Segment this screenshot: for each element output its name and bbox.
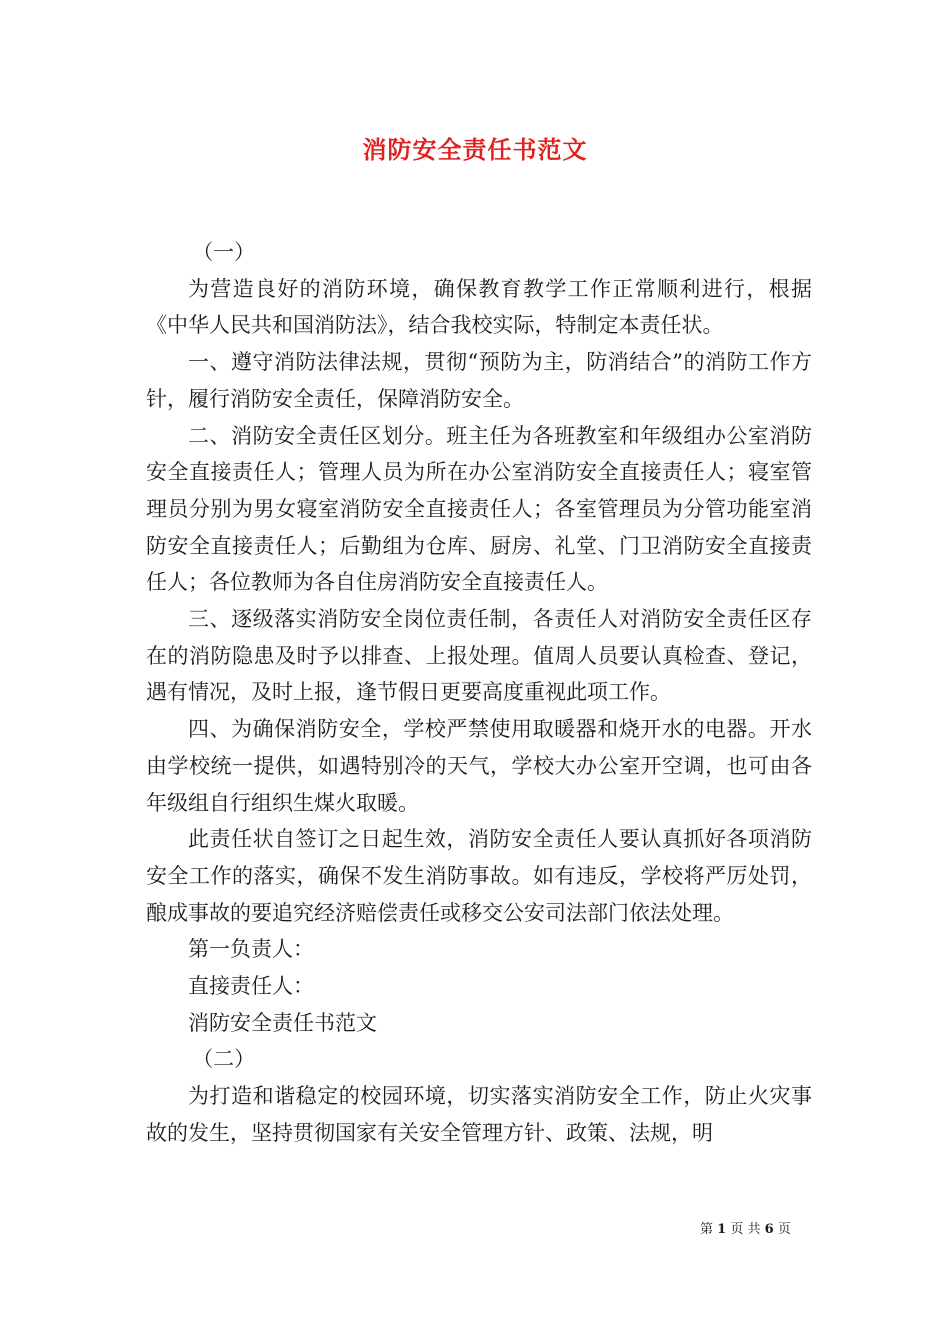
page-footer — [700, 1218, 820, 1237]
page-title: 消防安全责任书范文 — [362, 135, 588, 164]
footer-prefix: 第 — [700, 1222, 714, 1237]
paragraph: 此责任状自签订之日起生效，消防安全责任人要认真抓好各项消防安全工作的落实，确保不发生消防事故。如有违反，学校将严厉处罚，酿成事故的要追究经济赔偿责任或移交公安司法部门依法处理。 — [146, 827, 812, 925]
section-heading-2: （二） — [192, 1047, 256, 1072]
total-pages-number: 6 — [764, 1222, 774, 1237]
paragraph: 为营造良好的消防环境，确保教育教学工作正常顺利进行，根据《中华人民共和国消防法》，结合我校实际，特制定本责任状。 — [146, 276, 812, 338]
footer-middle: 页 共 — [730, 1222, 761, 1237]
paragraph: 三、逐级落实消防安全岗位责任制，各责任人对消防安全责任区存在的消防隐患及时予以排查、上报处理。值周人员要认真检查、登记，遇有情况，及时上报，逢节假日更要高度重视此项工作。 — [146, 607, 812, 705]
document-body — [146, 234, 812, 1152]
paragraph: 为打造和谐稳定的校园环境，切实落实消防安全工作，防止火灾事故的发生，坚持贯彻国家有关安全管理方针、政策、法规，明 — [146, 1084, 812, 1145]
current-page-number: 1 — [717, 1222, 727, 1237]
paragraph: 四、为确保消防安全，学校严禁使用取暖器和烧开水的电器。开水由学校统一提供，如遇特别冷的天气，学校大办公室开空调，也可由各年级组自行组织生煤火取暖。 — [146, 717, 812, 815]
signature-line-direct: 直接责任人： — [188, 974, 314, 999]
paragraph: 二、消防安全责任区划分。班主任为各班教室和年级组办公室消防安全直接责任人；管理人员为所在办公室消防安全直接责任人；寝室管理员分别为男女寝室消防安全直接责任人；各室管理员为分管功能室消防安全直接责任人；后勤组为仓库、厨房、礼堂、门卫消防安全直接责任人；各位教师为各自住房消防安全直接责任人。 — [146, 423, 812, 595]
paragraph: 一、遵守消防法律法规，贯彻“预防为主，防消结合”的消防工作方针，履行消防安全责任，保障消防安全。 — [146, 350, 812, 411]
section-heading-1: （一） — [192, 240, 256, 264]
subheading: 消防安全责任书范文 — [188, 1010, 377, 1035]
signature-line-first: 第一负责人： — [188, 937, 314, 962]
footer-suffix: 页 — [777, 1222, 791, 1237]
